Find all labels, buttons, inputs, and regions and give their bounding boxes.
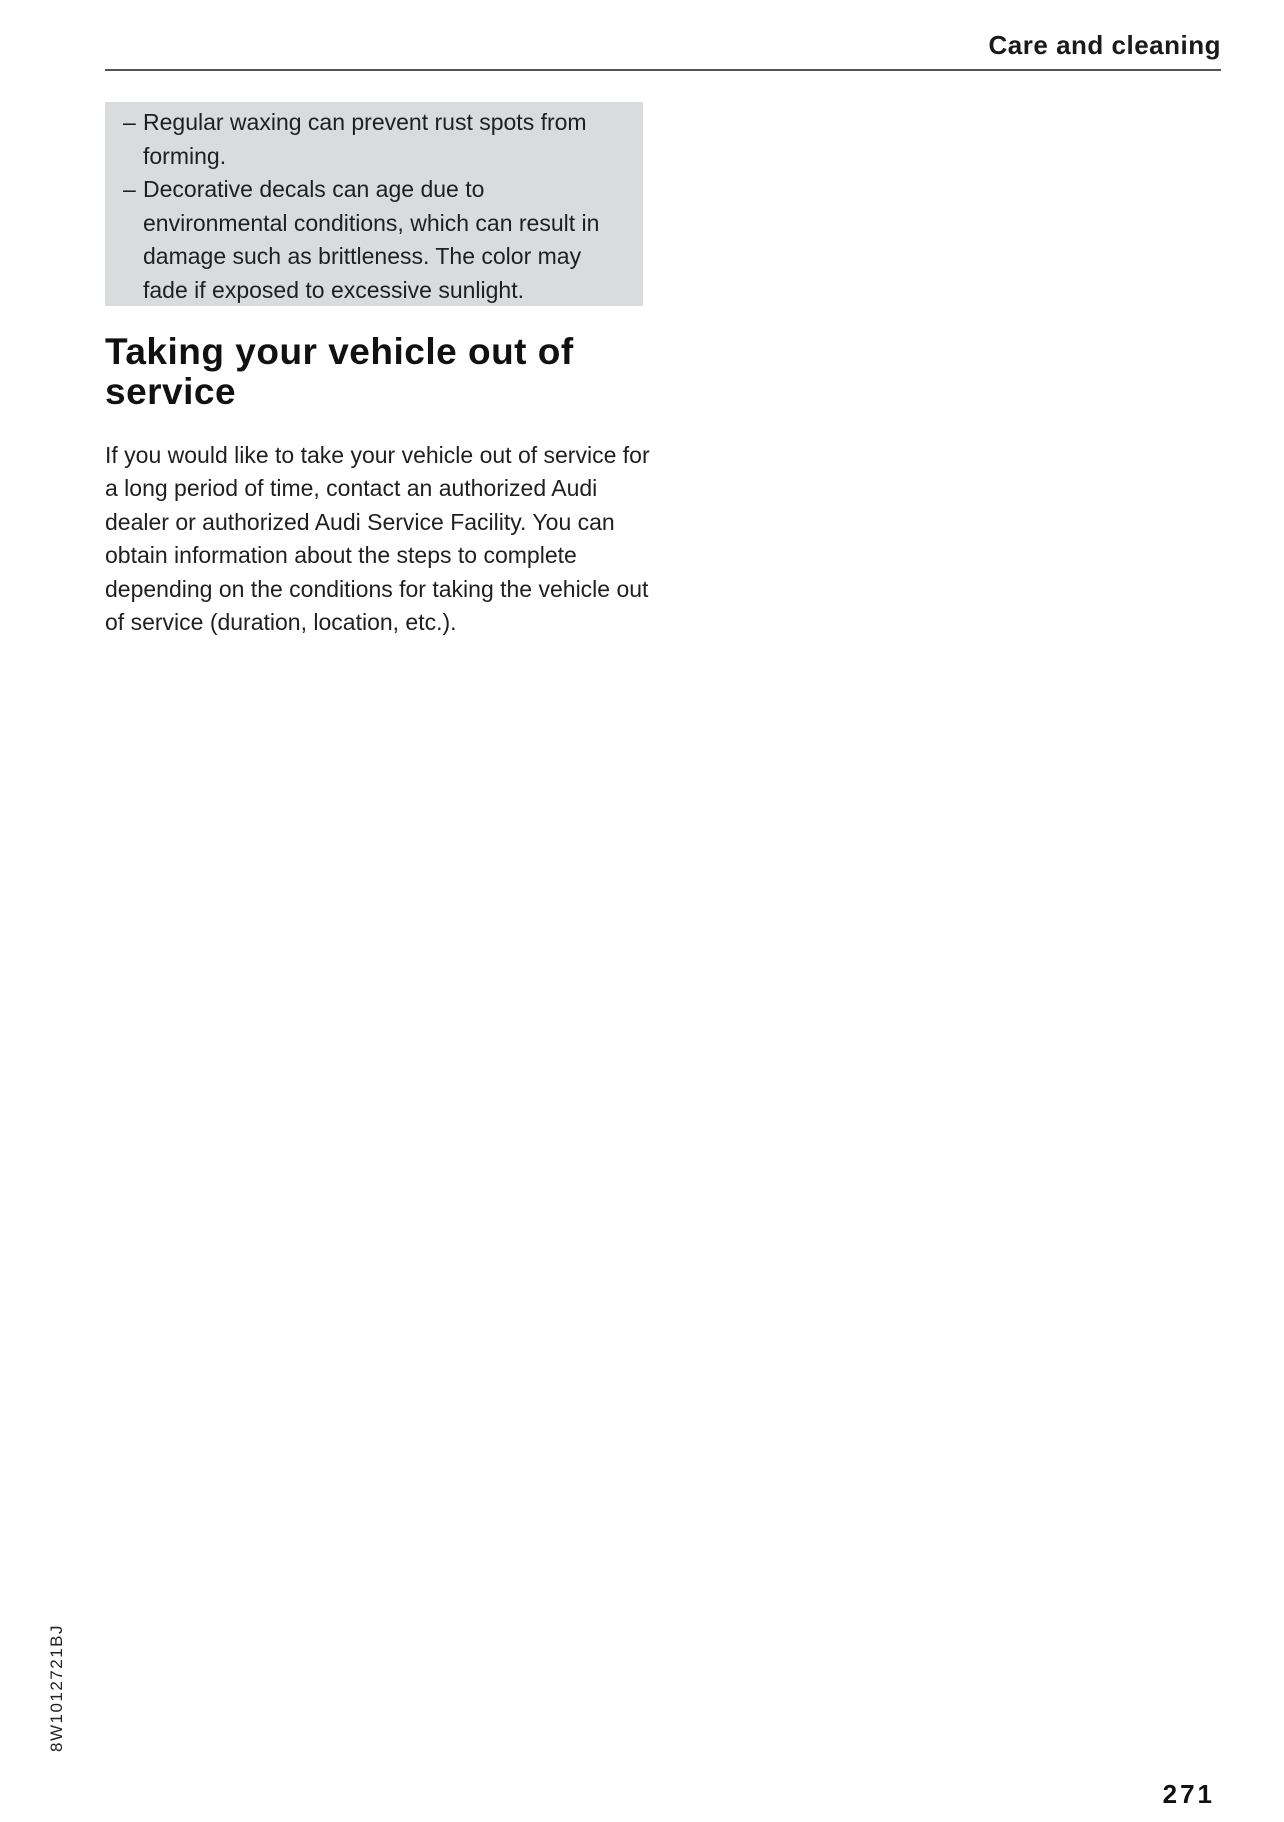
page-number: 271 bbox=[1162, 1779, 1215, 1809]
note-item bbox=[123, 106, 621, 173]
note-item-text: Decorative decals can age due to environmental conditions, which can result in damage such as brittleness. The color may fade if exposed to excessive sunlight. bbox=[143, 176, 600, 303]
note-item-text: Regular waxing can prevent rust spots from forming. bbox=[143, 109, 587, 169]
dash-bullet-icon: – bbox=[123, 109, 136, 135]
dash-bullet-icon: – bbox=[123, 176, 136, 203]
note-list bbox=[123, 106, 621, 308]
header-divider bbox=[105, 69, 1221, 71]
header-title: Care and cleaning bbox=[988, 30, 1221, 60]
note-item bbox=[123, 173, 621, 307]
section-heading: Taking your vehicle out of service bbox=[105, 331, 574, 412]
body-paragraph: If you would like to take your vehicle out of service for a long period of time, contact an authorized Audi dealer or authorized Audi Service Facility. You can obtain information about the steps to complete depending on the conditions for taking the vehicle out of service (duration, location, etc.). bbox=[105, 442, 650, 636]
document-code: 8W1012721BJ bbox=[47, 1623, 66, 1753]
note-box bbox=[105, 102, 643, 306]
